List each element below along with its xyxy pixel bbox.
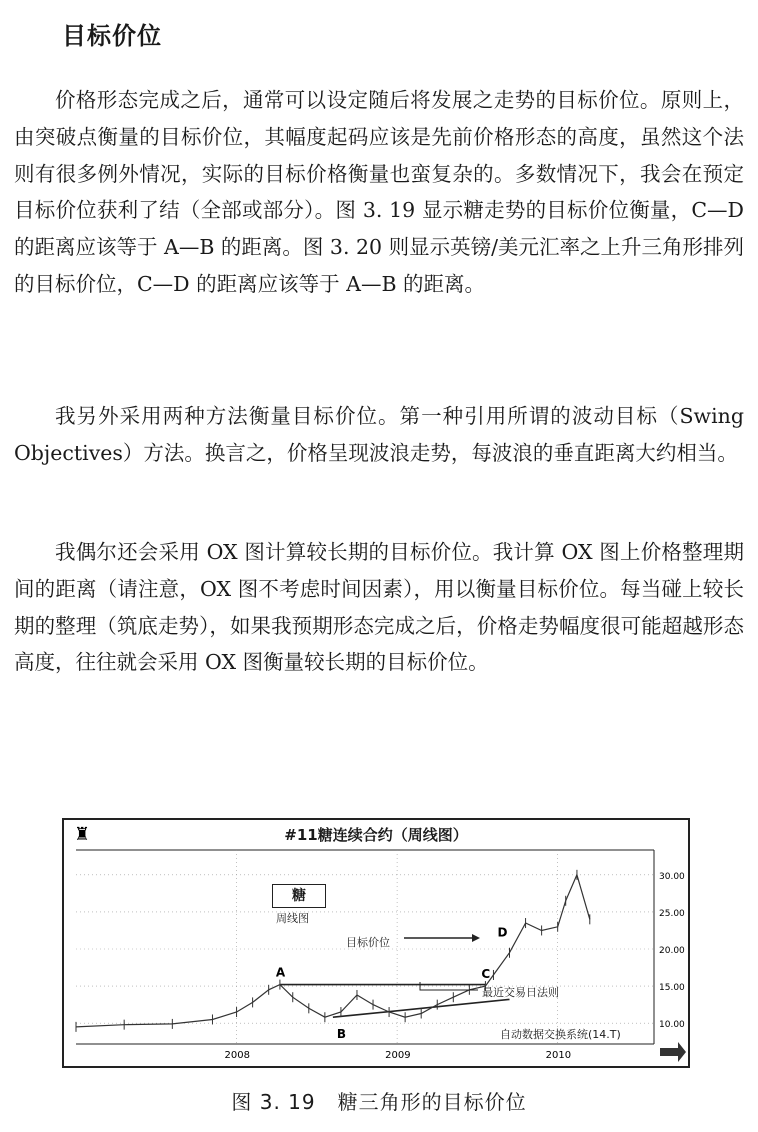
- y-axis-ticks: [659, 872, 685, 1030]
- x-tick-label: 2008: [224, 1050, 251, 1061]
- caption-text: 糖三角形的目标价位: [337, 1090, 527, 1114]
- system-label: 自动数据交换系统(14.T): [500, 1028, 621, 1041]
- arrow-icon: [660, 1042, 686, 1062]
- y-tick-label: 15.00: [659, 983, 685, 994]
- x-tick-label: 2010: [545, 1050, 572, 1061]
- target-arrow-head: [472, 934, 480, 942]
- figure-caption: [0, 1086, 758, 1115]
- point-label-d: D: [497, 925, 508, 940]
- annotation-points: [276, 926, 508, 1041]
- chart-logo-icon: ♜: [74, 824, 91, 845]
- section-heading: 目标价位: [62, 22, 162, 50]
- paragraph-3: 我偶尔还会采用 OX 图计算较长期的目标价位。我计算 OX 图上价格整理期间的距离（请注意，OX 图不考虑时间因素），用以衡量目标价位。每当碰上较长期的整理（筑底走势），如果我预期形态完成之后，价格走势幅度很可能超越形态高度，往往就会采用 OX 图衡量较长期的目标价位。: [14, 540, 744, 675]
- paragraph-1: 价格形态完成之后，通常可以设定随后将发展之走势的目标价位。原则上，由突破点衡量的目标价位，其幅度起码应该是先前价格形态的高度，虽然这个法则有很多例外情况，实际的目标价格衡量也蛮复杂的。多数情况下，我会在预定目标价位获利了结（全部或部分）。图 3. 19 显示糖走势的目标价位衡量，C—D 的距离应该等于 A—B 的距离。图 3. 20 则显示英镑/美元汇率之上升三角形排列的目标价位，C—D 的距离应该等于 A—B 的距离。: [14, 88, 745, 296]
- price-bars: [76, 870, 590, 1032]
- y-tick-label: 20.00: [659, 946, 685, 956]
- sugar-chart: [62, 818, 690, 1068]
- caption-number: 图 3. 19: [231, 1090, 316, 1114]
- point-label-b: B: [336, 1027, 347, 1042]
- chart-title: #11糖连续合约（周线图）: [284, 826, 468, 844]
- x-tick-label: 2009: [385, 1050, 411, 1061]
- paragraph-2: 我另外采用两种方法衡量目标价位。第一种引用所谓的波动目标（Swing Objectives）方法。换言之，价格呈现波浪走势，每波浪的垂直距离大约相当。: [14, 404, 744, 465]
- commodity-tag: 糖: [272, 884, 326, 908]
- y-tick-label: 10.00: [659, 1020, 685, 1031]
- weekly-label: 周线图: [276, 912, 309, 925]
- recent-rule-label: 最近交易日法则: [482, 986, 559, 999]
- y-tick-label: 30.00: [659, 871, 685, 882]
- price-series-line: [76, 875, 590, 1027]
- target-price-label: 目标价位: [346, 936, 390, 949]
- y-tick-label: 25.00: [659, 908, 685, 919]
- point-label-a: A: [275, 965, 286, 980]
- x-axis-ticks: [225, 1050, 572, 1061]
- point-label-c: C: [481, 967, 491, 982]
